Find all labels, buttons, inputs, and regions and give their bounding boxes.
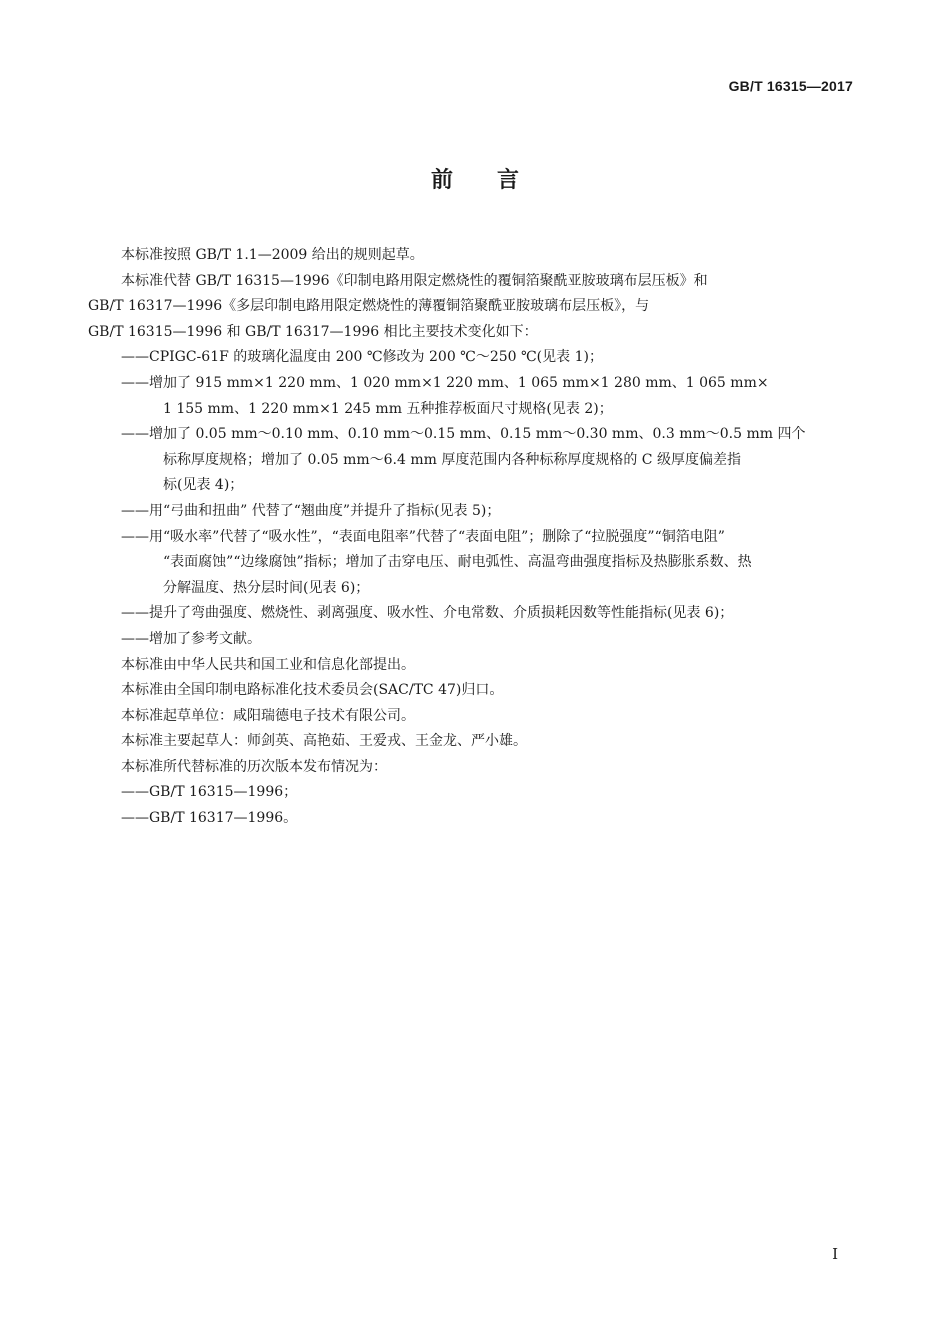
change-item-3-cont-2: 标(见表 4)；	[163, 477, 244, 494]
change-item-6: ——提升了弯曲强度、燃烧性、剥离强度、吸水性、介电常数、介质损耗因数等性能指标(见表 6)；	[121, 605, 734, 622]
line-proposer: 本标准由中华人民共和国工业和信息化部提出。	[121, 656, 415, 673]
change-item-4: ——用“弓曲和扭曲” 代替了“翘曲度”并提升了指标(见表 5)；	[121, 502, 501, 519]
change-item-5-cont-2: 分解温度、热分层时间(见表 6)；	[163, 579, 370, 596]
change-item-7: ——增加了参考文献。	[121, 630, 261, 647]
line-drafting-unit: 本标准起草单位：咸阳瑞德电子技术有限公司。	[121, 707, 415, 724]
line-replace-3: GB/T 16315—1996 和 GB/T 16317—1996 相比主要技术变化如下：	[88, 323, 538, 340]
change-item-3: ——增加了 0.05 mm～0.10 mm、0.10 mm～0.15 mm、0.15 mm～0.30 mm、0.3 mm～0.5 mm 四个	[121, 426, 806, 443]
line-history: 本标准所代替标准的历次版本发布情况为：	[121, 758, 387, 775]
change-item-1: ——CPIGC-61F 的玻璃化温度由 200 ℃修改为 200 ℃～250 ℃(见表 1)；	[121, 349, 603, 366]
change-item-3-cont-1: 标称厚度规格；增加了 0.05 mm～6.4 mm 厚度范围内各种标称厚度规格的 C 级厚度偏差指	[163, 451, 741, 468]
change-item-5: ——用“吸水率”代替了“吸水性”，“表面电阻率”代替了“表面电阻”；删除了“拉脱强度”“铜箔电阻”	[121, 528, 725, 545]
line-drafters: 本标准主要起草人：师剑英、高艳茹、王爱戎、王金龙、严小雄。	[121, 733, 527, 750]
line-drafting-rule: 本标准按照 GB/T 1.1—2009 给出的规则起草。	[121, 247, 424, 263]
change-item-5-cont-1: “表面腐蚀”“边缘腐蚀”指标；增加了击穿电压、耐电弧性、高温弯曲强度指标及热膨胀系数、热	[163, 554, 752, 571]
title-char-1: 前	[430, 168, 453, 193]
page-number: I	[832, 1245, 838, 1263]
change-item-2: ——增加了 915 mm×1 220 mm、1 020 mm×1 220 mm、1 065 mm×1 280 mm、1 065 mm×	[121, 374, 769, 391]
line-replace-1: 本标准代替 GB/T 16315—1996《印制电路用限定燃烧性的覆铜箔聚酰亚胺玻璃布层压板》和	[121, 272, 708, 289]
line-replace-2: GB/T 16317—1996《多层印制电路用限定燃烧性的薄覆铜箔聚酰亚胺玻璃布层压板》，与	[88, 298, 650, 315]
history-item-1: ——GB/T 16315—1996；	[121, 784, 298, 801]
page-title	[0, 163, 950, 194]
change-item-2-cont: 1 155 mm、1 220 mm×1 245 mm 五种推荐板面尺寸规格(见表 2)；	[163, 400, 613, 417]
title-char-2: 言	[497, 168, 520, 193]
history-item-2: ——GB/T 16317—1996。	[121, 810, 298, 827]
preface-body	[88, 243, 854, 832]
standard-code: GB/T 16315—2017	[728, 78, 853, 94]
line-committee: 本标准由全国印制电路标准化技术委员会(SAC/TC 47)归口。	[121, 682, 504, 699]
